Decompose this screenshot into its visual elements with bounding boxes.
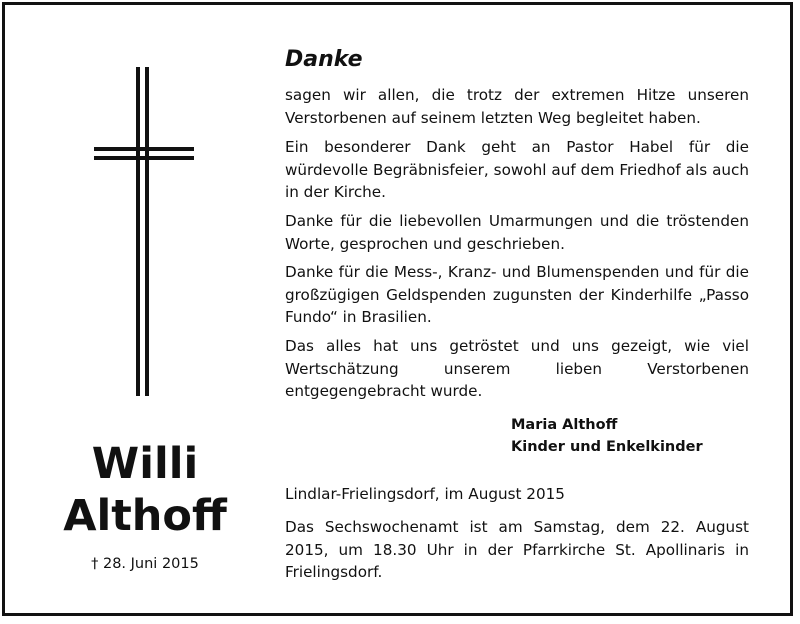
paragraph-4: Danke für die Mess-, Kranz- und Blumenspenden und für die großzügigen Geldspenden zugunsten der Kinderhilfe „Passo Fundo“ in Brasilien. bbox=[285, 263, 749, 327]
notice-heading: Danke bbox=[285, 47, 363, 72]
service-info: Das Sechswochenamt ist am Samstag, dem 22. August 2015, um 18.30 Uhr in der Pfarrkirche St. Apollinaris in Frielingsdorf. bbox=[285, 518, 749, 582]
paragraph-3: Danke für die liebevollen Umarmungen und die tröstenden Worte, gesprochen und geschrieben. bbox=[285, 212, 749, 253]
signature-name: Maria Althoff bbox=[511, 417, 618, 433]
deceased-first-name: Willi bbox=[91, 439, 199, 489]
paragraph-2: Ein besonderer Dank geht an Pastor Habel für die würdevolle Begräbnisfeier, sowohl auf dem Friedhof als auch in der Kirche. bbox=[285, 138, 749, 202]
place-date: Lindlar-Frielingsdorf, im August 2015 bbox=[285, 485, 565, 503]
deceased-last-name: Althoff bbox=[63, 491, 227, 541]
death-date: † 28. Juni 2015 bbox=[91, 556, 199, 572]
paragraph-5: Das alles hat uns getröstet und uns gezeigt, wie viel Wertschätzung unserem lieben Verstorbenen entgegengebracht wurde. bbox=[285, 337, 749, 401]
paragraph-1: sagen wir allen, die trotz der extremen Hitze unseren Verstorbenen auf seinem letzten Weg begleitet haben. bbox=[285, 86, 749, 127]
signature-family: Kinder und Enkelkinder bbox=[511, 439, 703, 455]
